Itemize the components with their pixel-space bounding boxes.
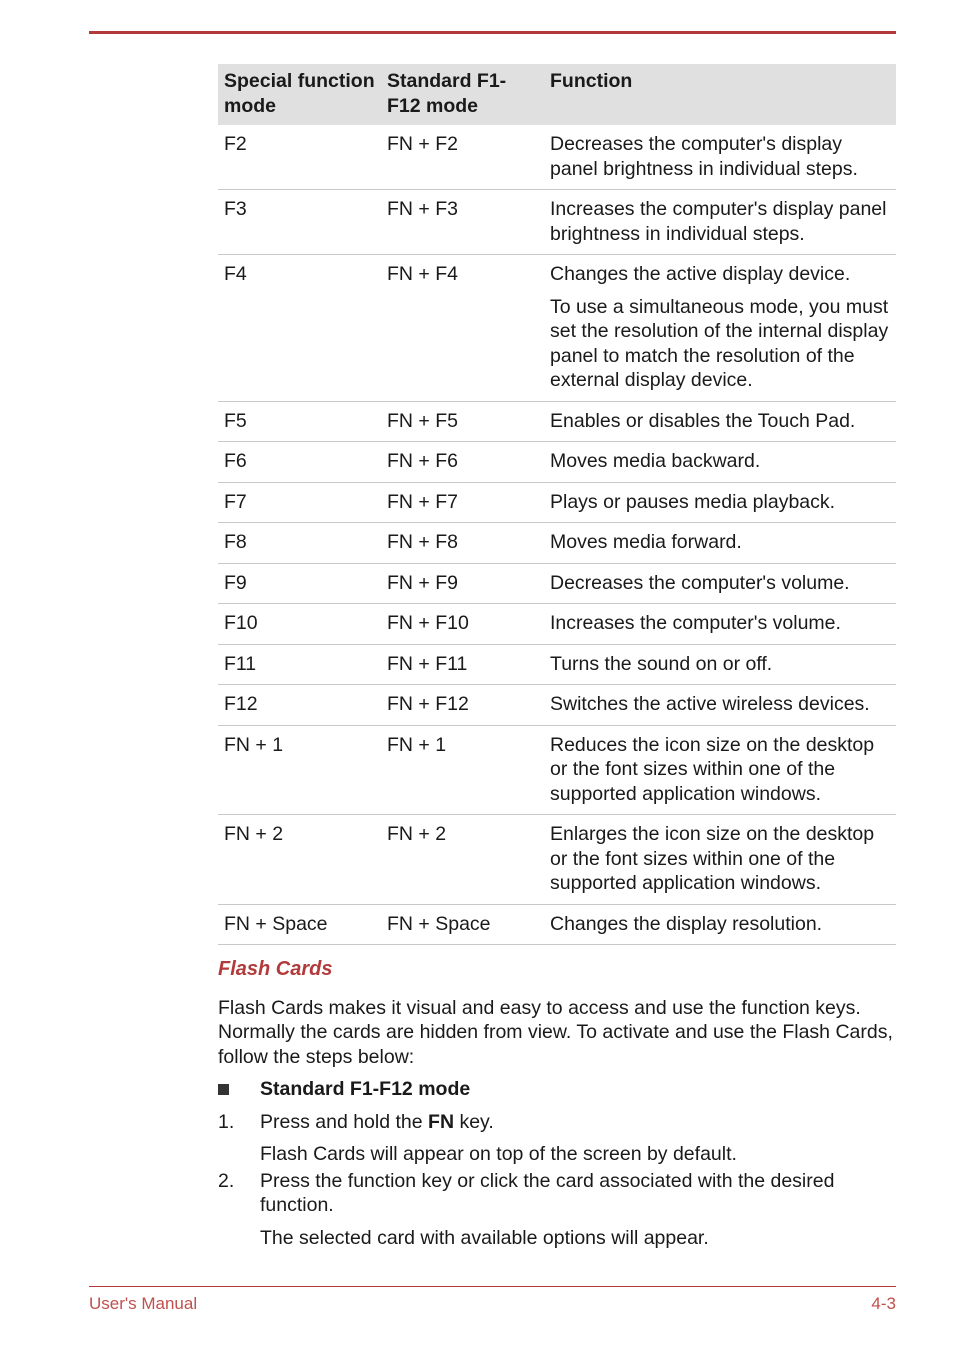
- cell-special-mode: F9: [218, 563, 381, 604]
- bottom-rule: [89, 1286, 896, 1287]
- function-description: Moves media forward.: [550, 531, 742, 553]
- cell-standard-mode: FN + F9: [381, 563, 544, 604]
- function-description: Moves media backward.: [550, 450, 761, 472]
- table-row: [218, 685, 896, 726]
- function-description: To use a simultaneous mode, you must set the resolution of the internal display panel to match the resolution of the external display device.: [550, 295, 889, 391]
- cell-function: [544, 523, 896, 564]
- step-text-before: Press and hold the: [260, 1110, 429, 1133]
- step-text-before: Press the function key or click the card associated with the desired function.: [260, 1169, 835, 1216]
- steps-list: [218, 1110, 908, 1251]
- cell-standard-mode: FN + F3: [381, 190, 544, 255]
- function-description: Enlarges the icon size on the desktop or the font sizes within one of the supported application windows.: [550, 823, 875, 894]
- step-text: [260, 1169, 908, 1218]
- cell-special-mode: FN + Space: [218, 904, 381, 945]
- table-row: [218, 442, 896, 483]
- cell-function: [544, 482, 896, 523]
- function-description: Reduces the icon size on the desktop or the font sizes within one of the supported application windows.: [550, 733, 875, 805]
- table-row: [218, 725, 896, 815]
- footer-page-number: 4-3: [871, 1294, 896, 1313]
- header-standard-mode: Standard F1-F12 mode: [381, 64, 544, 125]
- function-description: Switches the active wireless devices.: [550, 693, 870, 715]
- cell-function: [544, 815, 896, 905]
- cell-standard-mode: FN + F7: [381, 482, 544, 523]
- function-key-table: [218, 64, 896, 945]
- cell-special-mode: F4: [218, 255, 381, 402]
- function-description: Turns the sound on or off.: [550, 652, 773, 675]
- cell-standard-mode: FN + F2: [381, 125, 544, 190]
- section-heading: Flash Cards: [218, 958, 333, 980]
- step-text: [260, 1110, 908, 1135]
- step-number: 2.: [218, 1169, 235, 1192]
- function-description: Decreases the computer's display panel brightness in individual steps.: [550, 133, 858, 180]
- intro-paragraph: Flash Cards makes it visual and easy to access and use the function keys. Normally the cards are hidden from view. To activate and use the Flash Cards, follow the steps below:: [218, 996, 893, 1068]
- cell-special-mode: F5: [218, 401, 381, 442]
- cell-special-mode: F2: [218, 125, 381, 190]
- cell-standard-mode: FN + F12: [381, 685, 544, 726]
- cell-special-mode: FN + 2: [218, 815, 381, 905]
- cell-standard-mode: FN + F6: [381, 442, 544, 483]
- table-row: [218, 904, 896, 945]
- footer-manual-title: User's Manual: [89, 1294, 198, 1313]
- function-description: Decreases the computer's volume.: [550, 571, 850, 594]
- step-item: [218, 1169, 908, 1251]
- function-description: Plays or pauses media playback.: [550, 490, 836, 513]
- cell-standard-mode: FN + 1: [381, 725, 544, 815]
- cell-standard-mode: FN + 2: [381, 815, 544, 905]
- step-number: 1.: [218, 1110, 235, 1133]
- cell-function: [544, 604, 896, 645]
- function-description: Enables or disables the Touch Pad.: [550, 409, 856, 432]
- top-rule: [89, 31, 896, 34]
- cell-special-mode: F11: [218, 644, 381, 685]
- header-special-function-mode: Special function mode: [218, 64, 381, 125]
- table-row: [218, 604, 896, 645]
- function-description: Changes the active display device.: [550, 263, 851, 285]
- cell-function: [544, 401, 896, 442]
- table-row: [218, 482, 896, 523]
- cell-special-mode: F10: [218, 604, 381, 645]
- table-row: [218, 401, 896, 442]
- function-description: Increases the computer's volume.: [550, 612, 841, 634]
- cell-special-mode: F12: [218, 685, 381, 726]
- step-key-name: FN: [428, 1110, 455, 1133]
- cell-function: [544, 255, 896, 402]
- table-row: [218, 255, 896, 402]
- cell-function: [544, 685, 896, 726]
- cell-function: [544, 563, 896, 604]
- cell-special-mode: FN + 1: [218, 725, 381, 815]
- cell-standard-mode: FN + F5: [381, 401, 544, 442]
- step-item: [218, 1110, 908, 1167]
- cell-standard-mode: FN + Space: [381, 904, 544, 945]
- cell-special-mode: F8: [218, 523, 381, 564]
- function-description: Changes the display resolution.: [550, 912, 823, 935]
- step-text-after: key.: [454, 1110, 494, 1133]
- table-row: [218, 190, 896, 255]
- cell-function: [544, 725, 896, 815]
- bullet-square-icon: [218, 1084, 229, 1095]
- table-header-row: [218, 64, 896, 125]
- table-row: [218, 125, 896, 190]
- table-row: [218, 523, 896, 564]
- cell-function: [544, 125, 896, 190]
- function-description: Increases the computer's display panel brightness in individual steps.: [550, 198, 887, 245]
- cell-special-mode: F6: [218, 442, 381, 483]
- cell-function: [544, 442, 896, 483]
- cell-standard-mode: FN + F11: [381, 644, 544, 685]
- cell-standard-mode: FN + F8: [381, 523, 544, 564]
- cell-special-mode: F3: [218, 190, 381, 255]
- cell-function: [544, 190, 896, 255]
- bullet-item: [218, 1077, 908, 1102]
- table-row: [218, 563, 896, 604]
- bullet-label: Standard F1-F12 mode: [260, 1078, 471, 1100]
- step-result: Flash Cards will appear on top of the screen by default.: [260, 1143, 737, 1165]
- cell-standard-mode: FN + F10: [381, 604, 544, 645]
- cell-function: [544, 644, 896, 685]
- cell-standard-mode: FN + F4: [381, 255, 544, 402]
- cell-function: [544, 904, 896, 945]
- table-row: [218, 815, 896, 905]
- table-body: [218, 125, 896, 945]
- header-function: Function: [544, 64, 896, 125]
- step-result: The selected card with available options will appear.: [260, 1226, 709, 1249]
- cell-special-mode: F7: [218, 482, 381, 523]
- table-row: [218, 644, 896, 685]
- flash-cards-section: [218, 957, 908, 1252]
